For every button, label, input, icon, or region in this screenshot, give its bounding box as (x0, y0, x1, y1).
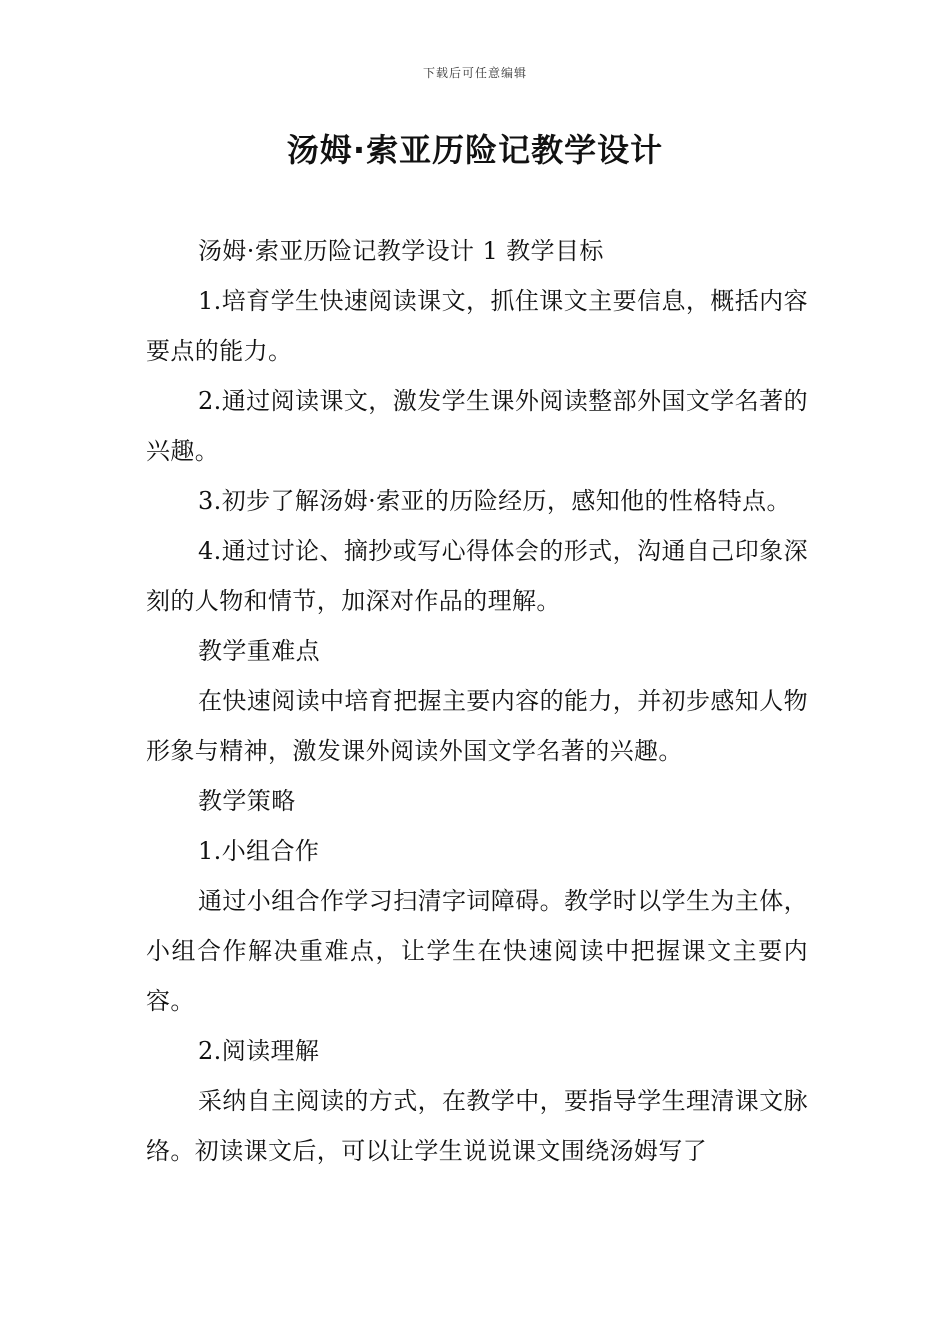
objective-item-4: 4.通过讨论、摘抄或写心得体会的形式，沟通自己印象深刻的人物和情节，加深对作品的理解。 (146, 537, 808, 615)
section-heading-key-points: 教学重难点 (198, 637, 320, 665)
strategy-item-2-title: 2.阅读理解 (198, 1037, 320, 1065)
section-heading-objectives: 汤姆·索亚历险记教学设计 1 教学目标 (198, 237, 604, 265)
strategy-item-2-text: 采纳自主阅读的方式，在教学中，要指导学生理清课文脉络。初读课文后，可以让学生说说课文围绕汤姆写了 (146, 1087, 808, 1165)
document-title: 汤姆·索亚历险记教学设计 (286, 131, 664, 169)
section-heading-strategy: 教学策略 (198, 787, 296, 815)
strategy-item-1-title: 1.小组合作 (198, 837, 320, 865)
strategy-item-1-text: 通过小组合作学习扫清字词障碍。教学时以学生为主体，小组合作解决重难点，让学生在快速阅读中把握课文主要内容。 (146, 887, 808, 1015)
objective-item-2: 2.通过阅读课文，激发学生课外阅读整部外国文学名著的兴趣。 (146, 387, 808, 465)
header-note: 下载后可任意编辑 (422, 66, 527, 80)
objective-item-3: 3.初步了解汤姆·索亚的历险经历，感知他的性格特点。 (198, 487, 791, 515)
key-points-text: 在快速阅读中培育把握主要内容的能力，并初步感知人物形象与精神，激发课外阅读外国文学名著的兴趣。 (146, 687, 808, 765)
objective-item-1: 1.培育学生快速阅读课文，抓住课文主要信息，概括内容要点的能力。 (146, 287, 808, 365)
document-body (146, 226, 808, 1176)
